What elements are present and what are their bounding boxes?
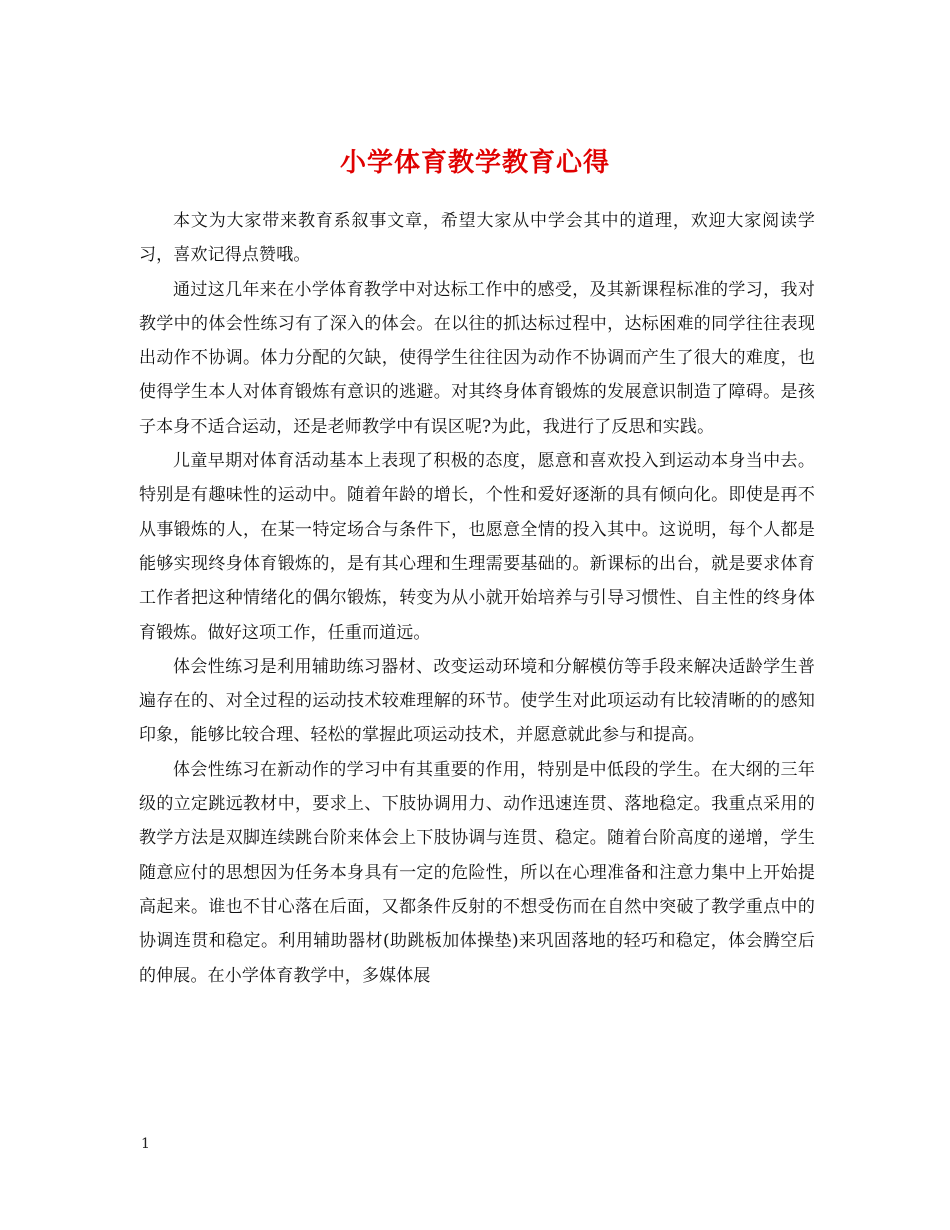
paragraph-standing-long-jump: 体会性练习在新动作的学习中有其重要的作用，特别是中低段的学生。在大纲的三年级的立定跳远教材中，要求上、下肢协调用力、动作迅速连贯、落地稳定。我重点采用的教学方法是双脚连续跳台阶来体会上下肢协调与连贯、稳定。随着台阶高度的递增，学生随意应付的思想因为任务本身具有一定的危险性，所以在心理准备和注意力集中上开始提高起来。谁也不甘心落在后面，又都条件反射的不想受伤而在自然中突破了教学重点中的协调连贯和稳定。利用辅助器材(助跳板加体操垫)来巩固落地的轻巧和稳定，体会腾空后的伸展。在小学体育教学中，多媒体展 bbox=[139, 759, 815, 986]
paragraph-reflection: 通过这几年来在小学体育教学中对达标工作中的感受，及其新课程标准的学习，我对教学中的体会性练习有了深入的体会。在以往的抓达标过程中，达标困难的同学往往表现出动作不协调。体力分配的欠缺，使得学生往往因为动作不协调而产生了很大的难度，也使得学生本人对体育锻炼有意识的逃避。对其终身体育锻炼的发展意识制造了障碍。是孩子本身不适合运动，还是老师教学中有误区呢?为此，我进行了反思和实践。 bbox=[139, 279, 815, 437]
page-number: 1 bbox=[141, 1136, 150, 1152]
paragraph-intro: 本文为大家带来教育系叙事文章，希望大家从中学会其中的道理，欢迎大家阅读学习，喜欢记得点赞哦。 bbox=[139, 211, 815, 266]
document-title: 小学体育教学教育心得 bbox=[339, 148, 610, 179]
paragraph-children-attitude: 儿童早期对体育活动基本上表现了积极的态度，愿意和喜欢投入到运动本身当中去。特别是有趣味性的运动中。随着年龄的增长，个性和爱好逐渐的具有倾向化。即使是再不从事锻炼的人，在某一特定场合与条件下，也愿意全情的投入其中。这说明，每个人都是能够实现终身体育锻炼的，是有其心理和生理需要基础的。新课标的出台，就是要求体育工作者把这种情绪化的偶尔锻炼，转变为从小就开始培养与引导习惯性、自主性的终身体育锻炼。做好这项工作，任重而道远。 bbox=[139, 451, 815, 643]
paragraph-experiential-practice: 体会性练习是利用辅助练习器材、改变运动环境和分解模仿等手段来解决适龄学生普遍存在的、对全过程的运动技术较难理解的环节。使学生对此项运动有比较清晰的的感知印象，能够比较合理、轻松的掌握此项运动技术，并愿意就此参与和提高。 bbox=[139, 656, 815, 746]
document-body bbox=[139, 204, 815, 993]
